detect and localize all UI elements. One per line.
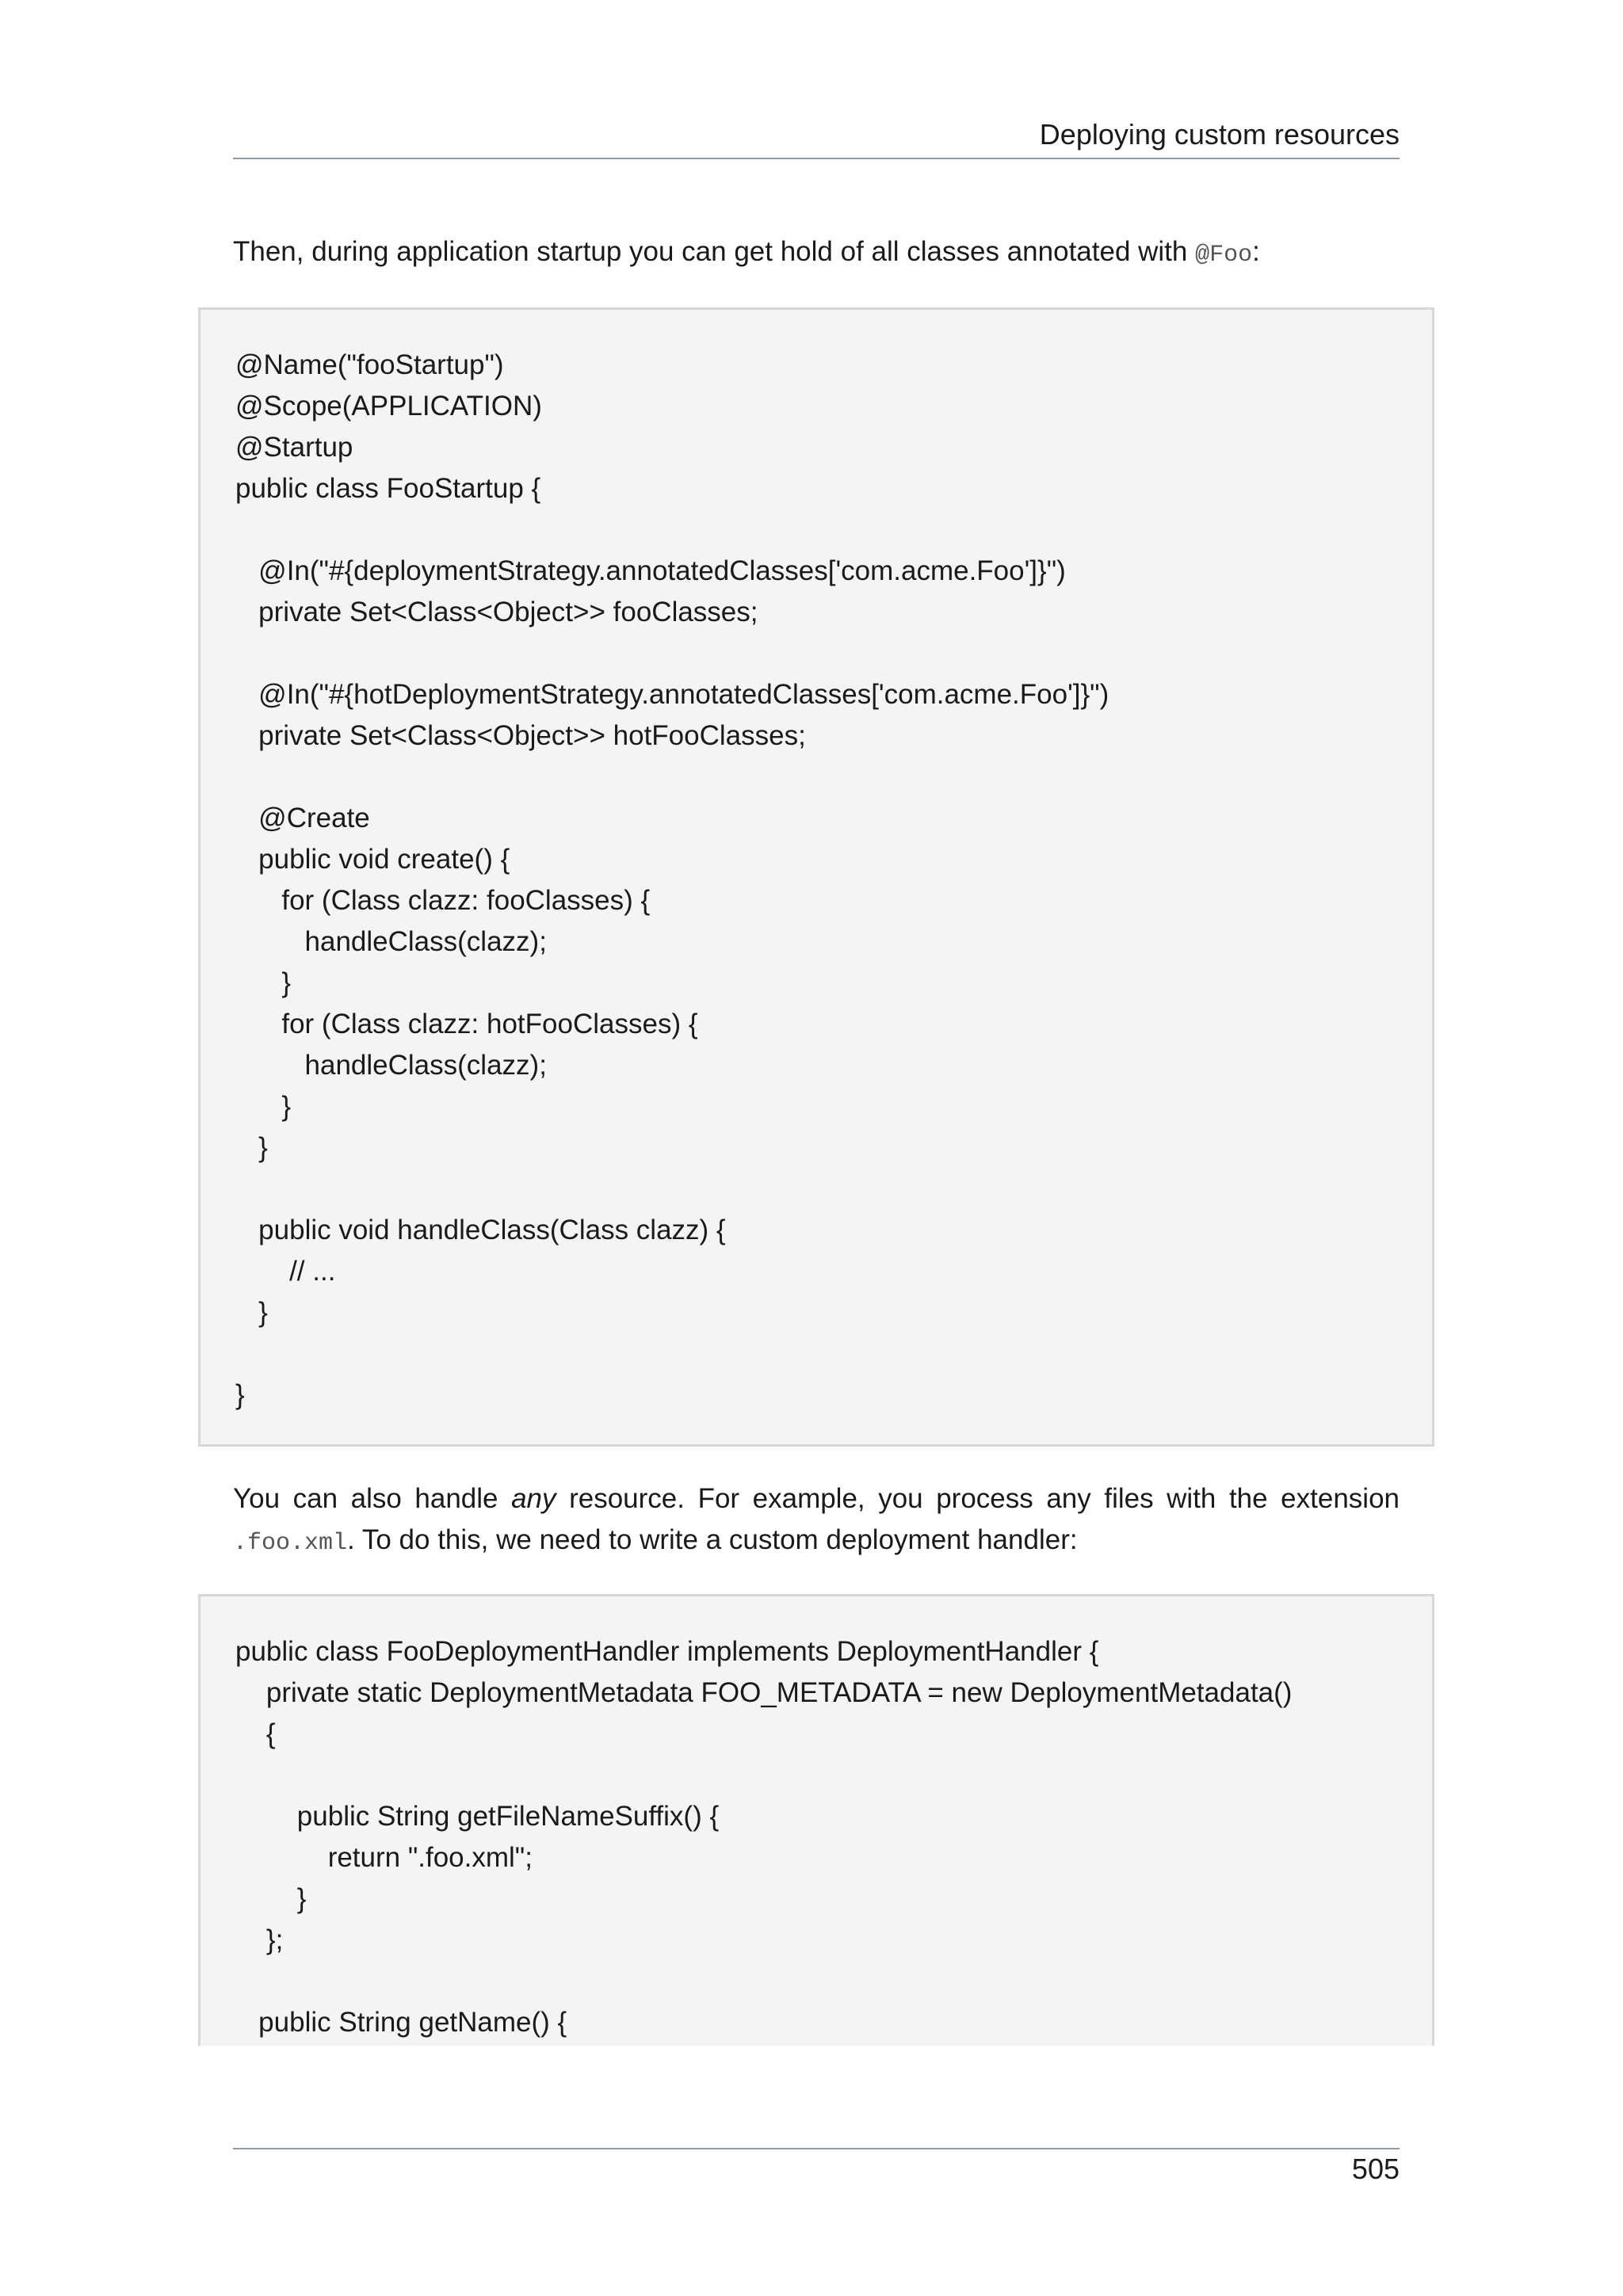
code-line: public class FooDeploymentHandler implements DeploymentHandler { (235, 1636, 1099, 1667)
code-line: @Name("fooStartup") (235, 349, 504, 380)
intro-paragraph (233, 231, 1400, 276)
code-line (235, 1755, 1432, 1796)
inline-code-extension: .foo.xml (233, 1530, 348, 1557)
inline-code-annotation: @Foo (1195, 242, 1253, 269)
code-line: public void create() { (235, 844, 510, 875)
code-line: return ".foo.xml"; (235, 1842, 533, 1873)
running-header: Deploying custom resources (1039, 118, 1400, 151)
code-line: } (235, 967, 292, 998)
code-line (235, 509, 1432, 551)
code-line (235, 1169, 1432, 1210)
para-text: . To do this, we need to write a custom deployment handler: (347, 1524, 1078, 1555)
code-line: handleClass(clazz); (235, 926, 547, 957)
code-line: public void handleClass(Class clazz) { (235, 1215, 726, 1245)
code-line: @Startup (235, 432, 353, 463)
code-line: } (235, 1883, 307, 1914)
code-line: @Create (235, 803, 370, 833)
code-line: }; (235, 1924, 284, 1955)
code-line: } (235, 1091, 292, 1122)
code-line: public String getName() { (235, 2007, 567, 2038)
intro-text: Then, during application startup you can get hold of all classes annotated with (233, 236, 1196, 267)
code-line: public class FooStartup { (235, 473, 541, 504)
code-line: } (235, 1132, 268, 1163)
code-line: } (235, 1297, 268, 1328)
code-line: } (235, 1379, 245, 1410)
intro-text-end: : (1252, 236, 1260, 267)
footer-rule (233, 2148, 1400, 2149)
code-line (235, 633, 1432, 674)
code-line: @In("#{deploymentStrategy.annotatedClasses['com.acme.Foo']}") (235, 555, 1066, 586)
para-text: resource. For example, you process any files with the extension (556, 1483, 1400, 1514)
code-line: @In("#{hotDeploymentStrategy.annotatedClasses['com.acme.Foo']}") (235, 679, 1109, 710)
code-line (235, 1961, 1432, 2002)
header-rule (233, 158, 1400, 159)
code-line: { (235, 1718, 276, 1749)
code-line: // ... (235, 1256, 336, 1287)
code-line: private static DeploymentMetadata FOO_METADATA = new DeploymentMetadata() (235, 1677, 1293, 1708)
code-block-deployment-handler (198, 1594, 1434, 2046)
code-line (235, 1333, 1432, 1375)
emphasis-any: any (511, 1483, 556, 1514)
page-number: 505 (1351, 2153, 1400, 2185)
code-line: handleClass(clazz); (235, 1050, 547, 1081)
code-line: for (Class clazz: hotFooClasses) { (235, 1009, 698, 1039)
code-line: private Set<Class<Object>> hotFooClasses; (235, 720, 806, 751)
handler-paragraph (233, 1478, 1400, 1564)
code-line: public String getFileNameSuffix() { (235, 1801, 720, 1832)
code-line (235, 757, 1432, 798)
code-line: private Set<Class<Object>> fooClasses; (235, 597, 758, 627)
code-line: for (Class clazz: fooClasses) { (235, 885, 651, 916)
para-text: You can also handle (233, 1483, 512, 1514)
code-line: @Scope(APPLICATION) (235, 391, 542, 421)
code-block-foo-startup (198, 307, 1434, 1447)
